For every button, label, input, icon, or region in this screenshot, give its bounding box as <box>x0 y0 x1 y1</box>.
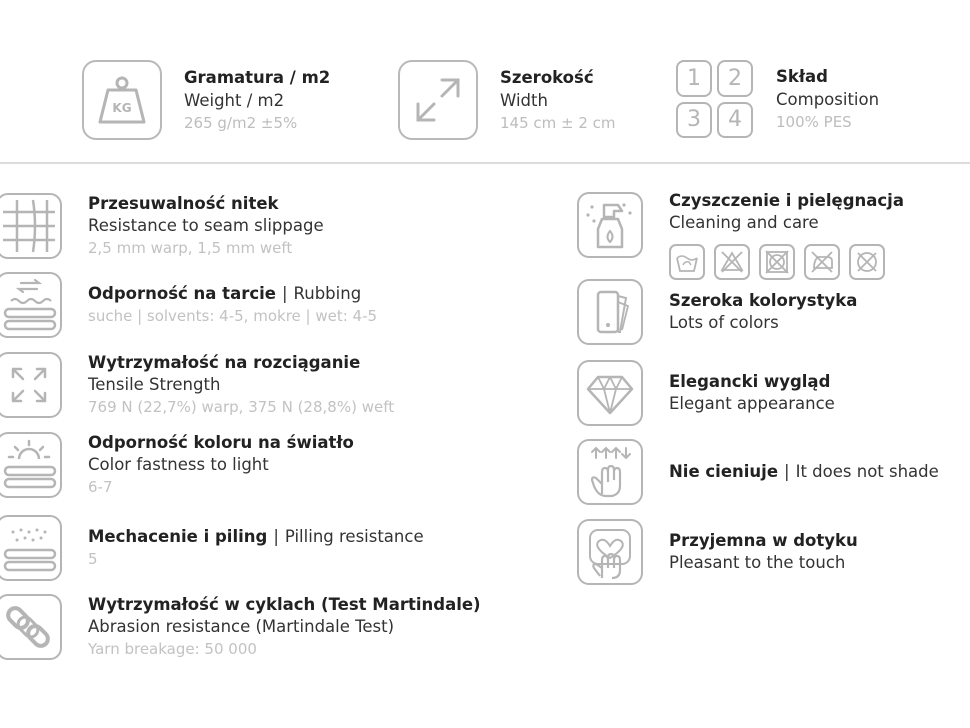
composition-title: Skład <box>776 66 828 86</box>
no-bleach-icon <box>714 244 750 280</box>
composition-digit: 1 <box>676 60 712 97</box>
no-dry-clean-icon <box>849 244 885 280</box>
seam-slippage-subtitle: Resistance to seam slippage <box>88 216 324 235</box>
no-iron-icon <box>804 244 840 280</box>
feature-soft-touch <box>577 519 858 585</box>
rubbing-icon <box>0 272 62 338</box>
composition-subtitle: Composition <box>776 89 880 109</box>
seam-slippage-value: 2,5 mm warp, 1,5 mm weft <box>88 239 293 257</box>
separator: | <box>281 284 288 303</box>
spec-width <box>398 60 616 140</box>
width-expand-icon <box>398 60 478 140</box>
spec-pilling <box>0 515 424 581</box>
color-swatches-icon <box>577 279 643 345</box>
colors-title: Szeroka kolorystyka <box>669 291 858 310</box>
pilling-icon <box>0 515 62 581</box>
composition-digit: 3 <box>676 102 712 139</box>
feature-cleaning <box>577 190 904 280</box>
feature-no-shade <box>577 439 939 505</box>
light-fastness-subtitle: Color fastness to light <box>88 455 269 474</box>
section-divider <box>0 162 970 164</box>
composition-value: 100% PES <box>776 112 852 131</box>
feature-elegant <box>577 360 835 426</box>
spec-martindale <box>0 594 481 660</box>
composition-digit: 4 <box>717 102 753 139</box>
soft-touch-title: Przyjemna w dotyku <box>669 531 858 550</box>
diamond-icon <box>577 360 643 426</box>
no-tumble-dry-icon <box>759 244 795 280</box>
soft-touch-subtitle: Pleasant to the touch <box>669 553 846 572</box>
soft-touch-icon <box>577 519 643 585</box>
pilling-label: Pilling resistance <box>284 527 424 546</box>
martindale-value: Yarn breakage: 50 000 <box>88 640 257 658</box>
composition-1234-icon <box>676 60 754 138</box>
rubbing-value: suche | solvents: 4-5, mokre | wet: 4-5 <box>88 307 378 325</box>
composition-digit: 2 <box>717 60 753 97</box>
spec-rubbing <box>0 272 377 338</box>
spec-light-fastness <box>0 432 354 498</box>
tensile-title: Wytrzymałość na rozciąganie <box>88 353 361 372</box>
weight-value: 265 g/m2 ±5% <box>184 113 298 132</box>
hand-wash-icon <box>669 244 705 280</box>
weight-subtitle: Weight / m2 <box>184 90 285 110</box>
width-title: Szerokość <box>500 67 594 87</box>
colors-subtitle: Lots of colors <box>669 313 779 332</box>
svg-text:KG: KG <box>112 101 132 115</box>
no-shade-hand-icon <box>577 439 643 505</box>
care-icons <box>669 244 904 280</box>
seam-slippage-icon <box>0 193 62 259</box>
martindale-title: Wytrzymałość w cyklach (Test Martindale) <box>88 595 481 614</box>
rubbing-title: Odporność na tarcie <box>88 284 276 303</box>
tensile-value: 769 N (22,7%) warp, 375 N (28,8%) weft <box>88 398 395 416</box>
width-value: 145 cm ± 2 cm <box>500 113 616 132</box>
chain-martindale-icon <box>0 594 62 660</box>
width-subtitle: Width <box>500 90 548 110</box>
spray-bottle-icon <box>577 192 643 258</box>
feature-colors <box>577 279 857 345</box>
weight-title: Gramatura / m2 <box>184 67 331 87</box>
tensile-subtitle: Tensile Strength <box>88 375 221 394</box>
cleaning-subtitle: Cleaning and care <box>669 213 819 232</box>
spec-weight <box>82 60 330 140</box>
cleaning-title: Czyszczenie i pielęgnacja <box>669 191 904 210</box>
elegant-subtitle: Elegant appearance <box>669 394 835 413</box>
separator: | <box>273 527 279 546</box>
spec-composition <box>676 60 879 138</box>
seam-slippage-title: Przesuwalność nitek <box>88 194 279 213</box>
spec-tensile-strength <box>0 352 394 418</box>
martindale-subtitle: Abrasion resistance (Martindale Test) <box>88 617 395 636</box>
no-shade-label: It does not shade <box>795 462 939 481</box>
light-fastness-value: 6-7 <box>88 478 113 496</box>
no-shade-title: Nie cieniuje <box>669 462 779 481</box>
elegant-title: Elegancki wygląd <box>669 372 831 391</box>
pilling-title: Mechacenie i piling <box>88 527 268 546</box>
weight-kg-icon <box>82 60 162 140</box>
pilling-value: 5 <box>88 550 98 568</box>
spec-seam-slippage <box>0 193 324 259</box>
light-fastness-title: Odporność koloru na światło <box>88 433 354 452</box>
rubbing-label: Rubbing <box>293 284 362 303</box>
light-fastness-icon <box>0 432 62 498</box>
tensile-strength-icon <box>0 352 62 418</box>
separator: | <box>784 462 790 481</box>
